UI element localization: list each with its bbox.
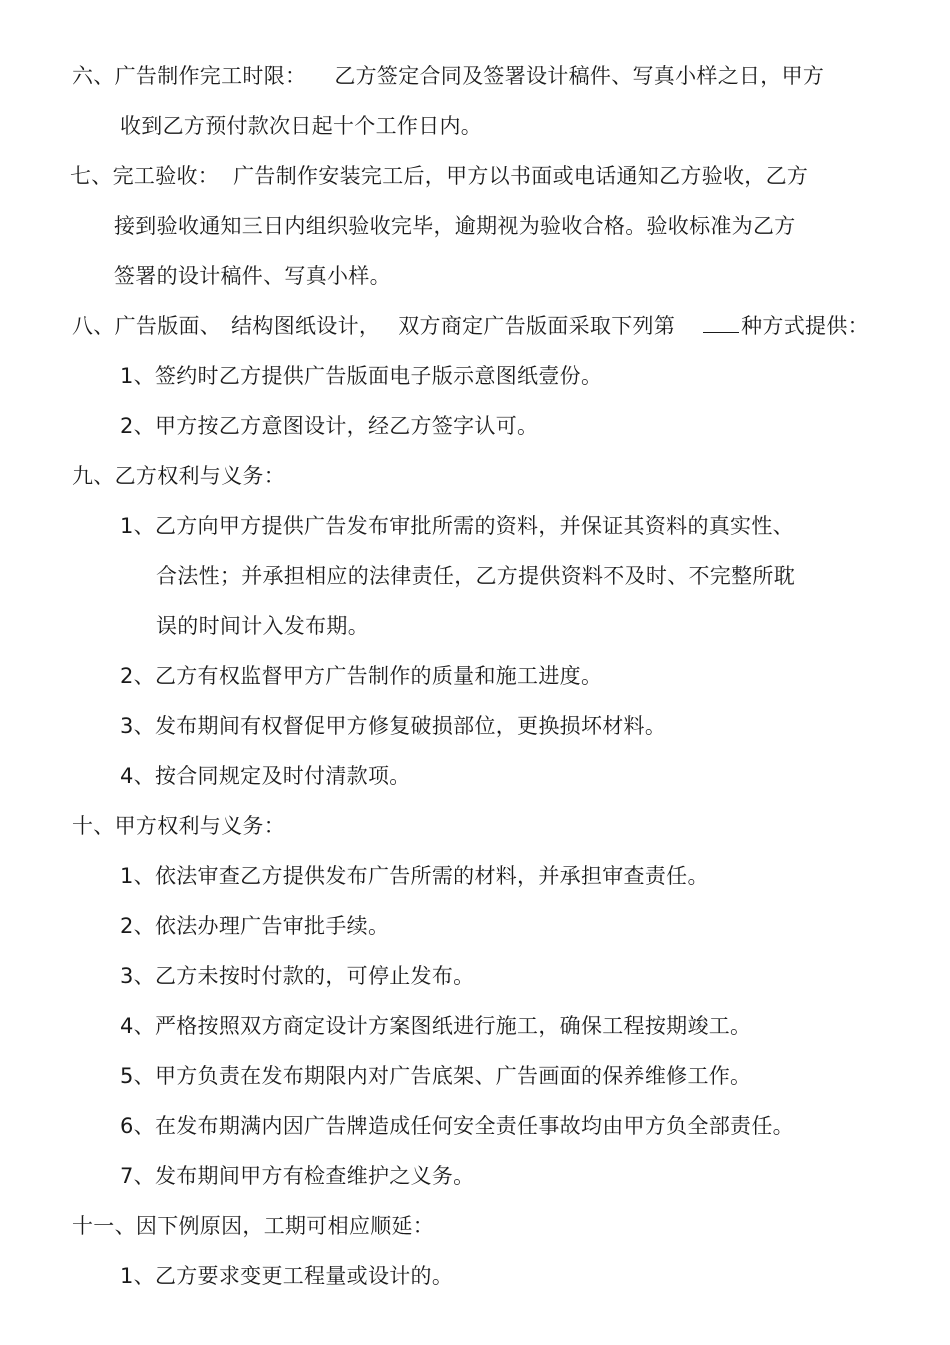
section-7-label: 七、完工验收： — [70, 164, 220, 188]
section-9-item-1-line-1: 1、乙方向甲方提供广告发布审批所需的资料，并保证其资料的真实性、 — [120, 514, 794, 538]
section-7-line-3: 签署的设计稿件、写真小样。 — [114, 264, 391, 288]
section-9-item-2: 2、乙方有权监督甲方广告制作的质量和施工进度。 — [120, 664, 603, 688]
section-10-item-3: 3、乙方未按时付款的，可停止发布。 — [120, 964, 475, 988]
fill-in-blank — [703, 314, 739, 333]
section-10-item-4: 4、严格按照双方商定设计方案图纸进行施工，确保工程按期竣工。 — [120, 1014, 752, 1038]
section-10-label: 十、甲方权利与义务： — [72, 814, 285, 838]
section-9-item-1-line-3: 误的时间计入发布期。 — [156, 614, 369, 638]
section-11-label: 十一、因下例原因，工期可相应顺延： — [72, 1214, 435, 1238]
section-11-item-1: 1、乙方要求变更工程量或设计的。 — [120, 1264, 454, 1288]
section-10-item-7: 7、发布期间甲方有检查维护之义务。 — [120, 1164, 475, 1188]
section-8-text-b: 双方商定广告版面采取下列第 — [398, 314, 676, 338]
section-9-label: 九、乙方权利与义务： — [72, 464, 285, 488]
section-10-item-6: 6、在发布期满内因广告牌造成任何安全责任事故均由甲方负全部责任。 — [120, 1114, 794, 1138]
section-7-line-2: 接到验收通知三日内组织验收完毕，逾期视为验收合格。验收标准为乙方 — [114, 214, 796, 238]
section-9-item-4: 4、按合同规定及时付清款项。 — [120, 764, 411, 788]
section-8-text-a: 结构图纸设计， — [231, 314, 381, 338]
section-8-text-c: 种方式提供： — [741, 314, 869, 338]
section-7-line-1 — [70, 163, 808, 189]
section-9-item-3: 3、发布期间有权督促甲方修复破损部位，更换损坏材料。 — [120, 714, 667, 738]
section-8-line-1 — [72, 313, 869, 339]
section-7-text: 广告制作安装完工后，甲方以书面或电话通知乙方验收，乙方 — [233, 164, 809, 188]
section-8-label: 八、广告版面、 — [72, 314, 222, 338]
section-8-item-1: 1、签约时乙方提供广告版面电子版示意图纸壹份。 — [120, 364, 603, 388]
section-6-line-2: 收到乙方预付款次日起十个工作日内。 — [120, 114, 483, 138]
section-6-label: 六、广告制作完工时限： — [72, 64, 307, 88]
section-10-item-5: 5、甲方负责在发布期限内对广告底架、广告画面的保养维修工作。 — [120, 1064, 752, 1088]
section-10-item-2: 2、依法办理广告审批手续。 — [120, 914, 390, 938]
section-10-item-1: 1、依法审查乙方提供发布广告所需的材料，并承担审查责任。 — [120, 864, 709, 888]
section-8-item-2: 2、甲方按乙方意图设计，经乙方签字认可。 — [120, 414, 539, 438]
section-6-text: 乙方签定合同及签署设计稿件、写真小样之日，甲方 — [334, 64, 825, 88]
section-6-line-1 — [72, 63, 824, 89]
section-9-item-1-line-2: 合法性；并承担相应的法律责任，乙方提供资料不及时、不完整所耽 — [156, 564, 795, 588]
